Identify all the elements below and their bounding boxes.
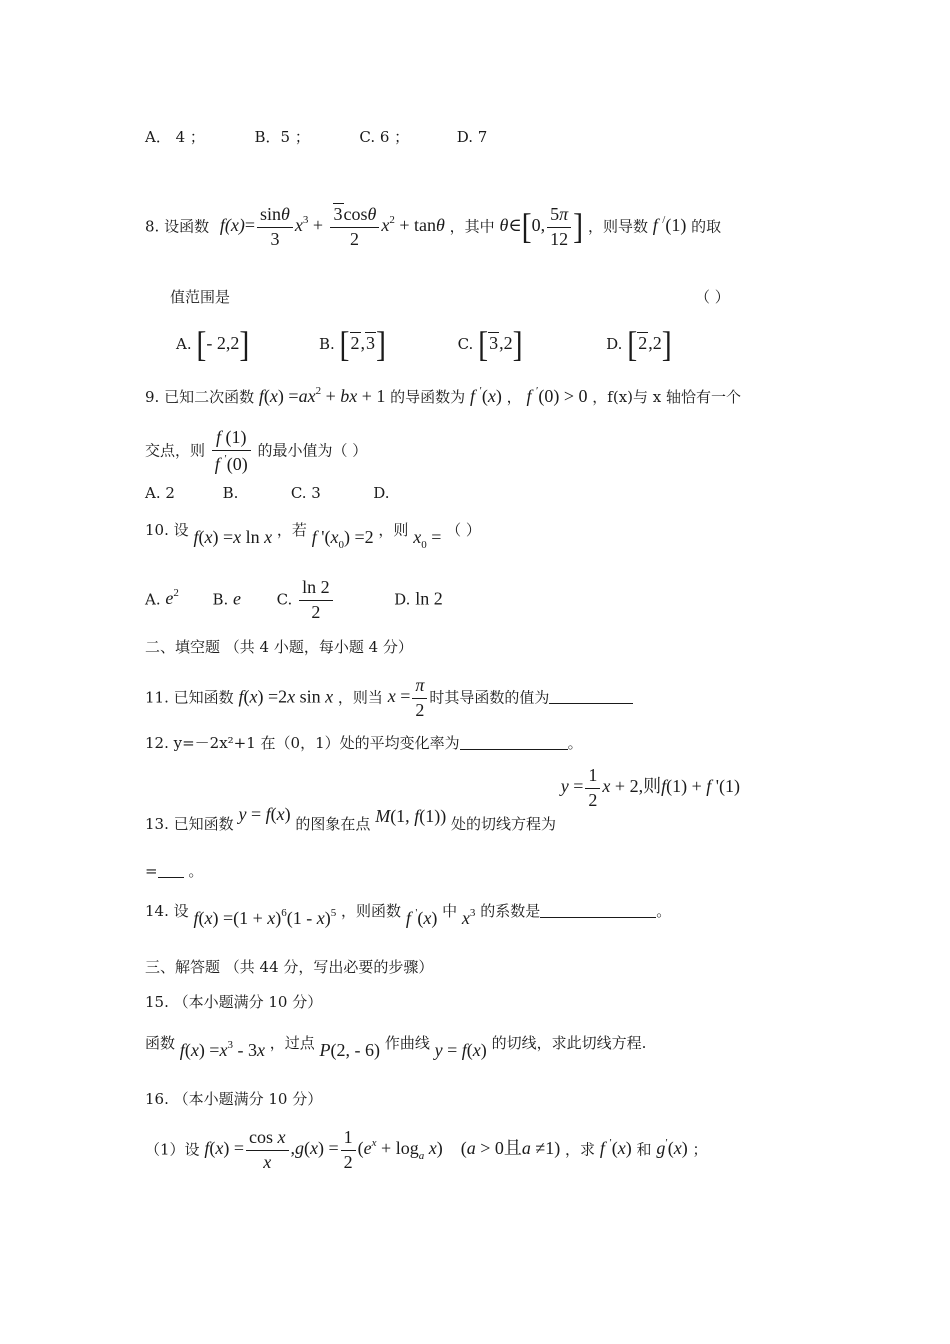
q13-function: y = f(x) — [238, 804, 291, 825]
q11-function: f(x) =2x sin x — [238, 686, 334, 707]
q7-option-b: B．5 ； — [254, 128, 310, 146]
q8-line1: 8. 设函数 f(x)= $\frac{\sin\theta}{3}$ $x^3$ + $\frac{3\cos\theta}{2}$ $x^2 + \tan\theta$ ，其中 θ∈[0, $\frac{5\pi}{12}$ ] ，则导数 f /(1) 的取 — [145, 204, 722, 249]
q14-answer-blank[interactable] — [540, 917, 656, 918]
q10-options: A. $e^2$ B. e C. $\frac{\ln 2}{2}$ D. ln 2 — [145, 577, 443, 622]
q8-formula: f(x)= $\frac{\sin\theta}{3}$ $x^3$ + $\frac{3\cos\theta}{2}$ $x^2 + \tan\theta$ — [219, 204, 445, 249]
q10-option-a: $e^2$ — [165, 587, 179, 609]
q10-condition: f '$(x_0) =2$ — [311, 527, 374, 551]
q13-answer-blank[interactable] — [158, 877, 184, 878]
q10-line: 10. 设 f(x) =x ln x ，若 f '$(x_0) =2$ ，则 $x_0$ = （ ） — [145, 521, 481, 551]
q15-heading: 15. （本小题满分 10 分） — [145, 993, 323, 1011]
q8-option-d: [2,2] — [627, 324, 672, 365]
q9-line1: 9. 已知二次函数 $f(x) =ax^2$ + bx + 1 的导函数为 f ′(x) ， f ′(0) > 0 ，f(x)与 x 轴恰有一个 — [145, 385, 742, 406]
q16-line: （1）设 f(x) = $\frac{\text{cos x}}{x}$ ,g(x) = $\frac{1}{2}$ $(e^x + \log_a x) (a > 0$且a ≠1) ，求 f ′(x) 和 g′(x) ； — [145, 1127, 708, 1172]
q10-option-b: e — [233, 588, 242, 609]
q13-line1: 13. 已知函数 y = f(x) 的图象在点 M(1, f(1)) 处的切线方程为 y = $\frac{1}{2}$ x + 2,则f(1) + f '(1) — [145, 765, 740, 834]
q14-function: $f(x) =(1 + x)^6(1 - x)^5$ — [193, 907, 337, 928]
q8-theta-range: θ∈[0, $\frac{5\pi}{12}$ ] — [499, 204, 584, 249]
q7-option-a: A． 4 ； — [145, 128, 205, 146]
q8-line2: 值范围是 — [170, 288, 231, 306]
q16-heading: 16. （本小题满分 10 分） — [145, 1090, 323, 1108]
q10-x0: $x_0$ = — [413, 527, 442, 551]
q14-line: 14. 设 $f(x) =(1 + x)^6(1 - x)^5$ ，则函数 f '(x) 中 $x^3$ 的系数是 。 — [145, 902, 672, 928]
q9-ratio: $\frac{f (1)}{f '(0)}$ — [210, 439, 253, 459]
q15-curve: y = f(x) — [434, 1040, 487, 1060]
q9-options: A. 2 B. C. 3 D. — [145, 484, 390, 502]
q14-derivative: f '(x) — [405, 907, 438, 928]
q8-options: A. [- 2,2] B. [2,3] C. [3,2] D. [2,2] — [176, 324, 672, 365]
q16-functions: f(x) = $\frac{\text{cos x}}{x}$ ,g(x) = $\frac{1}{2}$ $(e^x + \log_a x) (a > 0$且a ≠1) — [204, 1127, 561, 1172]
q10-option-c: $\frac{\ln 2}{2}$ — [297, 588, 335, 608]
q8-option-a: [- 2,2] — [196, 324, 250, 365]
q8-derivative: f /(1) — [652, 214, 687, 236]
q11-line: 11. 已知函数 f(x) =2x sin x ，则当 x = $\frac{\pi}{2}$ 时其导函数的值为 — [145, 676, 633, 721]
q13-line2: = 。 — [145, 862, 204, 880]
section-3-heading: 三、解答题 （共 44 分，写出必要的步骤） — [145, 958, 434, 976]
q11-x-value: x = $\frac{\pi}{2}$ — [388, 686, 430, 706]
q8-option-b: [2,3] — [339, 324, 387, 365]
q11-answer-blank[interactable] — [549, 703, 633, 704]
section-2-heading: 二、填空题 （共 4 小题，每小题 4 分） — [145, 638, 413, 656]
q7-option-d: D. 7 — [456, 128, 488, 146]
q15-point: P(2, - 6) — [319, 1040, 381, 1060]
q7-options — [145, 130, 487, 145]
q16-f-derivative: f ′(x) — [599, 1137, 632, 1159]
q15-function: $f(x) =x^3 - 3x$ — [179, 1039, 265, 1060]
q12-answer-blank[interactable] — [460, 749, 568, 750]
q15-line: 函数 $f(x) =x^3 - 3x$ ，过点 P(2, - 6) 作曲线 y = f(x) 的切线，求此切线方程. — [145, 1034, 647, 1060]
q10-function: f(x) =x ln x — [193, 527, 273, 547]
q13-point: M(1, f(1)) — [375, 806, 447, 827]
q13-tangent: y = $\frac{1}{2}$ x + 2,则f(1) + f '(1) — [560, 765, 740, 810]
q9-function: $f(x) =ax^2$ + bx + 1 — [258, 385, 386, 406]
q8-paren: （ ） — [695, 288, 730, 306]
q14-term: $x^3$ — [461, 907, 476, 928]
q7-option-c: C. 6 ； — [359, 128, 410, 146]
q9-condition: f ′(0) > 0 — [526, 385, 588, 406]
q9-derivative: f ′(x) — [469, 385, 502, 406]
q8-option-c: [3,2] — [478, 324, 523, 365]
q9-line2: 交点，则 $\frac{f (1)}{f '(0)}$ 的最小值为（ ） — [145, 427, 368, 474]
q10-option-d: ln 2 — [415, 588, 443, 609]
q8-lead: 设函数 — [164, 217, 210, 236]
q12-line: 12. y=－2x²+1 在（0，1）处的平均变化率为 。 — [145, 734, 583, 752]
q16-g-derivative: g′(x) — [656, 1137, 688, 1159]
